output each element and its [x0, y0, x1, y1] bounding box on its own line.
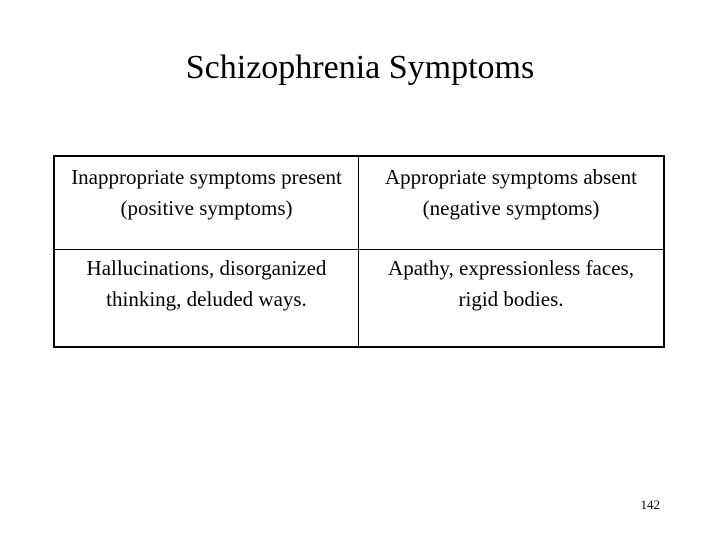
page-number: 142 [640, 497, 660, 512]
slide-title: Schizophrenia Symptoms [185, 49, 535, 86]
table-cell-negative-examples: Apathy, expressionless faces, rigid bodies. [388, 256, 634, 311]
table-cell-positive-header: Inappropriate symptoms present (positive symptoms) [55, 157, 359, 250]
symptoms-table [53, 155, 665, 348]
table-cell-positive-examples: Hallucinations, disorganized thinking, deluded ways. [55, 250, 359, 346]
table-cell-negative-header: Appropriate symptoms absent (negative symptoms) [359, 157, 663, 250]
